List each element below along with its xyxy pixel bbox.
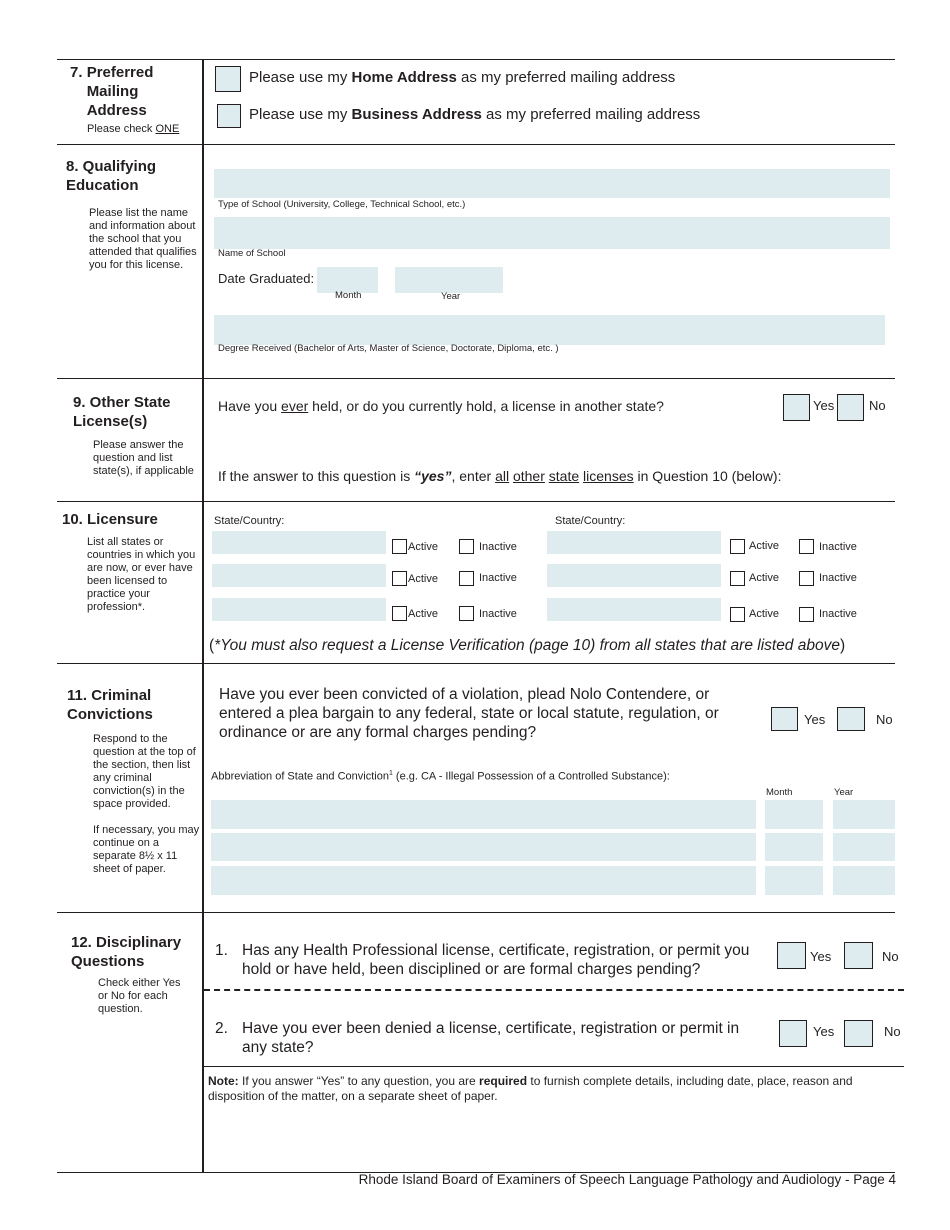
date-graduated-label: Date Graduated: [218,271,315,286]
active-label: Active [749,572,779,584]
inactive-label: Inactive [479,608,517,620]
active-checkbox[interactable] [730,607,745,622]
state-country-label-right: State/Country: [555,515,626,527]
denied-yes-checkbox[interactable] [779,1020,807,1047]
conviction-abbreviation-caption: Abbreviation of State and Conviction$^1$ (e.g. CA - Illegal Possession of a Controlled Substance): [211,770,670,783]
section-12-title: 12. Disciplinary Questions [71,934,182,970]
inactive-label: Inactive [479,541,517,553]
inactive-label: Inactive [819,541,857,553]
active-checkbox[interactable] [730,539,745,554]
inactive-checkbox[interactable] [799,539,814,554]
home-address-option: Please use my Home Address as my preferred mailing address [249,69,676,86]
denied-yes-label: Yes [813,1024,835,1039]
section-8-title: 8. Qualifying Education [66,158,157,194]
inactive-checkbox[interactable] [459,606,474,621]
denied-no-checkbox[interactable] [844,1020,873,1047]
rule-10-11 [57,663,895,664]
section-10-title: 10. Licensure [62,511,158,528]
state-field[interactable] [212,531,386,554]
conviction-month-field[interactable] [765,833,823,861]
school-name-field[interactable] [214,217,890,249]
top-rule [57,59,895,60]
rule-8-9 [57,378,895,379]
inactive-label: Inactive [819,608,857,620]
school-type-caption: Type of School (University, College, Technical School, etc.) [218,199,466,210]
school-type-field[interactable] [214,169,890,198]
disciplined-no-checkbox[interactable] [844,942,873,969]
home-address-checkbox[interactable] [215,66,241,92]
section-12-description: Check either Yes or No for each question. [98,977,181,1015]
conviction-yes-checkbox[interactable] [771,707,798,731]
dashed-separator [204,989,904,991]
conviction-description-field[interactable] [211,800,756,829]
inactive-checkbox[interactable] [459,539,474,554]
conviction-year-field[interactable] [833,833,895,861]
active-checkbox[interactable] [392,606,407,621]
disciplined-yes-checkbox[interactable] [777,942,806,969]
disciplined-no-label: No [882,949,899,964]
active-checkbox[interactable] [730,571,745,586]
conviction-year-field[interactable] [833,800,895,829]
active-label: Active [408,608,438,620]
disciplinary-note: Note: If you answer “Yes” to any question, you are required to furnish complete details, including date, place, reason and disposition of the matter, on a separate sheet of paper. [208,1074,853,1103]
conviction-year-header: Year [834,787,854,798]
conviction-month-field[interactable] [765,866,823,895]
rule-11-12 [57,912,895,913]
column-divider [202,59,204,1173]
disciplinary-q1-text: Has any Health Professional license, certificate, registration, or permit you hold or have held, been disciplined or are formal charges pending? [242,942,750,978]
conviction-yes-label: Yes [804,712,826,727]
section-11-description-2: If necessary, you may continue on a separate 8½ x 11 sheet of paper. [93,824,200,875]
conviction-description-field[interactable] [211,833,756,861]
denied-no-label: No [884,1024,901,1039]
state-country-label-left: State/Country: [214,515,285,527]
page-footer: Rhode Island Board of Examiners of Speech Language Pathology and Audiology - Page 4 [358,1172,896,1187]
disciplinary-q1-number: 1. [215,942,228,959]
rule-7-8 [57,144,895,145]
business-address-checkbox[interactable] [217,104,241,128]
section-7-title: 7. Preferred Mailing Address [70,64,154,119]
disciplinary-q2-number: 2. [215,1020,228,1037]
section-10-description: List all states or countries in which you are now, or ever have been licensed to practice your profession*. [87,536,196,613]
section-9-description: Please answer the question and list state(s), if applicable [93,439,194,477]
rule-9-10 [57,501,895,502]
month-caption: Month [335,290,362,301]
school-name-caption: Name of School [218,248,286,259]
rule-12-note [203,1066,904,1067]
other-state-yes-label: Yes [813,398,835,413]
inactive-label: Inactive [479,572,517,584]
inactive-label: Inactive [819,572,857,584]
active-label: Active [749,608,779,620]
section-8-description: Please list the name and information about the school that you attended that qualifies you for this license. [89,207,197,271]
business-address-option: Please use my Business Address as my preferred mailing address [249,106,701,123]
active-label: Active [408,541,438,553]
conviction-no-label: No [876,712,893,727]
conviction-no-checkbox[interactable] [837,707,865,731]
section-11-title: 11. Criminal Convictions [67,687,153,723]
other-state-yes-checkbox[interactable] [783,394,810,421]
state-field[interactable] [547,598,721,621]
disciplined-yes-label: Yes [810,949,832,964]
other-state-no-label: No [869,398,886,413]
active-label: Active [749,540,779,552]
state-field[interactable] [212,564,386,587]
section-11-description-1: Respond to the question at the top of the section, then list any criminal conviction(s) in the space provided. [93,733,196,810]
active-checkbox[interactable] [392,571,407,586]
conviction-description-field[interactable] [211,866,756,895]
section-9-instruction: If the answer to this question is “yes”, enter all other state licenses in Question 10 (below): [218,468,782,484]
degree-caption: Degree Received (Bachelor of Arts, Master of Science, Doctorate, Diploma, etc. ) [218,343,559,354]
active-checkbox[interactable] [392,539,407,554]
criminal-conviction-question: Have you ever been convicted of a violation, plead Nolo Contendere, or entered a plea bargain to any federal, state or local statute, regulation, or ordinance or are any formal charges pending? [219,686,719,741]
license-verification-footnote: (*You must also request a License Verification (page 10) from all states that are listed above) [209,637,846,654]
inactive-checkbox[interactable] [459,571,474,586]
disciplinary-q2-text: Have you ever been denied a license, certificate, registration or permit in any state? [242,1020,740,1056]
active-label: Active [408,573,438,585]
section-7-hint: Please check ONE [87,123,180,135]
degree-field[interactable] [214,315,885,345]
inactive-checkbox[interactable] [799,607,814,622]
section-9-question: Have you ever held, or do you currently hold, a license in another state? [218,398,664,414]
graduation-year-field[interactable] [395,267,503,293]
year-caption: Year [441,291,461,302]
inactive-checkbox[interactable] [799,571,814,586]
conviction-month-field[interactable] [765,800,823,829]
section-9-title: 9. Other State License(s) [73,394,171,430]
state-field[interactable] [547,564,721,587]
other-state-no-checkbox[interactable] [837,394,864,421]
conviction-month-header: Month [766,787,793,798]
conviction-year-field[interactable] [833,866,895,895]
state-field[interactable] [547,531,721,554]
state-field[interactable] [212,598,386,621]
